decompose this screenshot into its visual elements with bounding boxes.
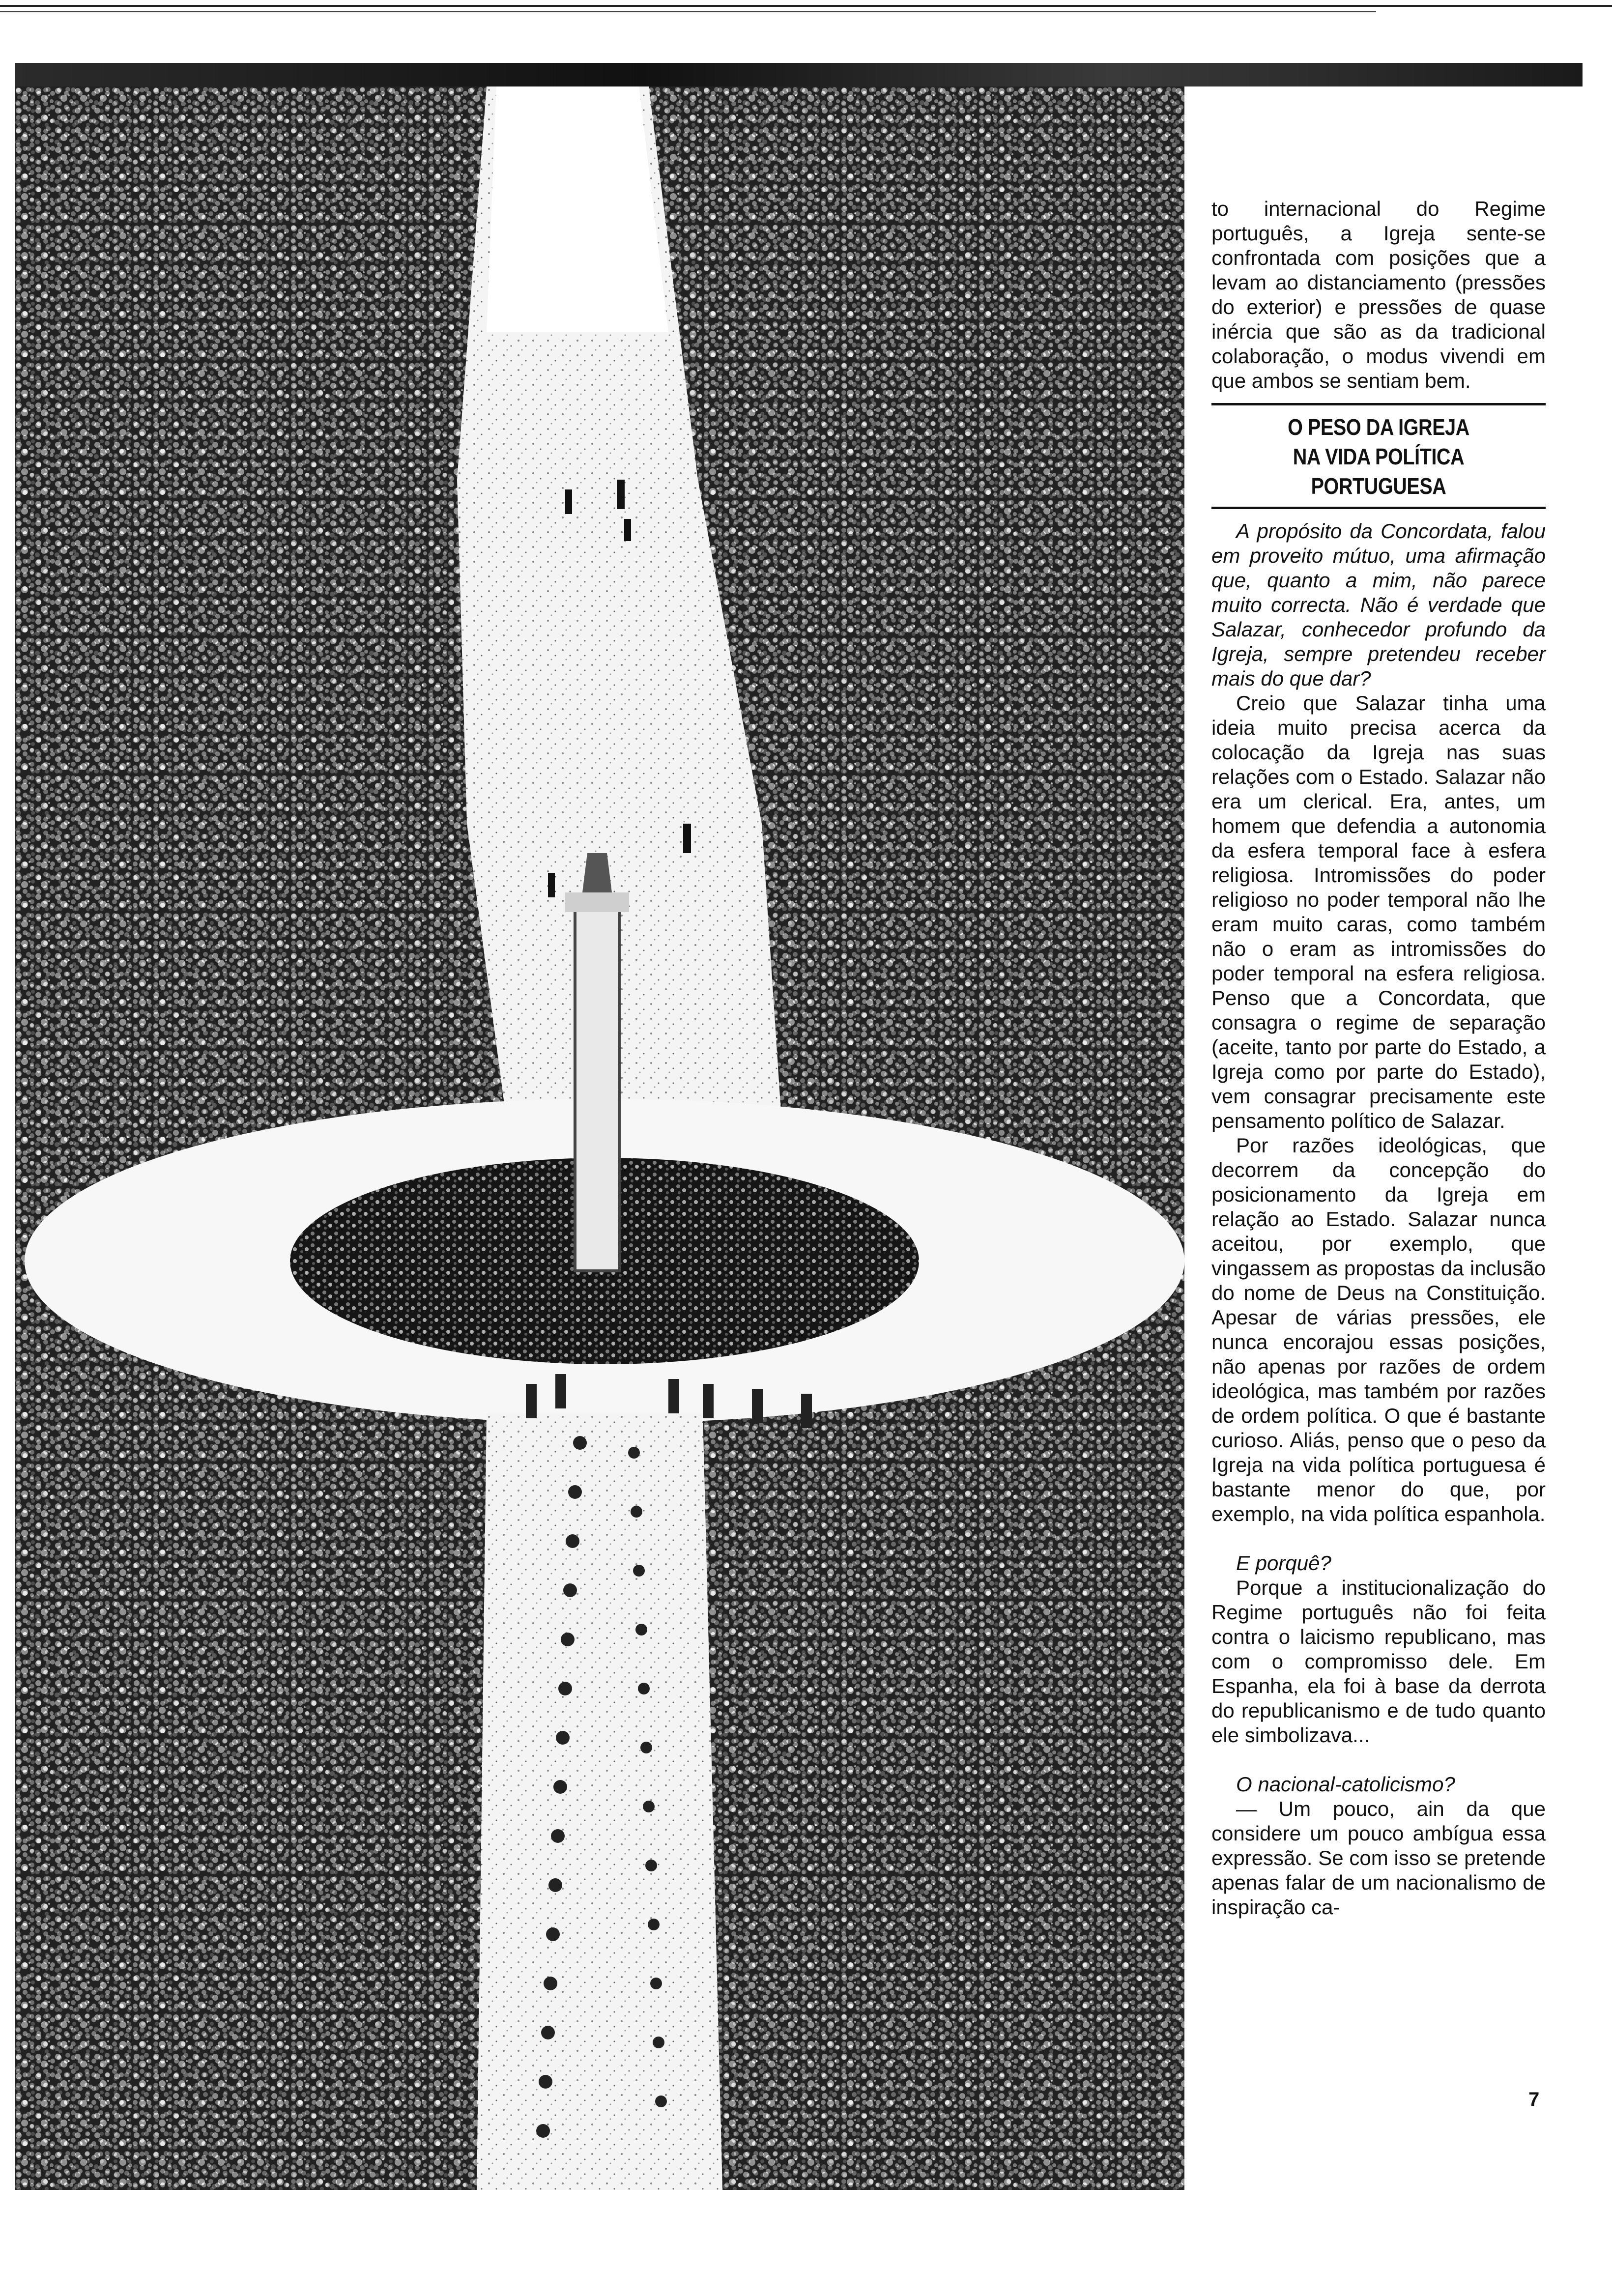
interview-question-2: E porquê? (1236, 1551, 1331, 1575)
article-intro: to internacional do Regime português, a Igreja sente-se confrontada com posições que a levam ao distanciamento (pressões do exterior) e pressões de quase inércia que são as da tradicional colaboração, o modus vivendi em que ambos se sentiam bem. (1211, 197, 1546, 392)
lower-avenue (477, 1413, 722, 2190)
interview-answer-1a: Creio que Salazar tinha uma ideia muito precisa acerca da colocação da Igreja nas suas relações com o Estado. Salazar não era um clerical. Era, antes, um homem que defendia a autonomia da esfera temporal face à esfera religiosa. Intromissões do poder religioso no poder temporal não lhe eram muito caras, como também não o eram as intromissões do poder temporal na esfera religiosa. Penso que a Concordata, que consagra o regime de separação (aceite, tanto por parte do Estado, a Igreja como por parte do Estado), vem consagrar precisamente este pensamento político de Salazar. (1211, 691, 1546, 1132)
interview-answer-3: — Um pouco, ain da que considere um pouco ambígua essa expressão. Se com isso se pretende apenas falar de um nacionalismo de inspiração ca- (1211, 1797, 1546, 1919)
photo-top-strip (15, 63, 1583, 86)
page-number: 7 (1528, 2089, 1540, 2110)
interview-question-1: A propósito da Concordata, falou em proveito mútuo, uma afirmação que, quanto a mim, não parece muito correcta. Não é verdade que Salazar, conhecedor profundo da Igreja, sempre pretendeu receber mais do que dar? (1211, 519, 1546, 690)
top-scan-rule-secondary (0, 11, 1376, 12)
article-column (1211, 197, 1546, 1920)
interview-answer-1b: Por razões ideológicas, que decorrem da concepção do posicionamento da Igreja em relação ao Estado. Salazar nunca aceitou, por exemplo, que vingassem as propostas da inclusão do nome de Deus na Constituição. Apesar de várias pressões, ele nunca encorajou essas posições, não apenas por razões de ordem ideológica, mas também por razões de ordem política. O que é bastante curioso. Aliás, penso que o peso da Igreja na vida política portuguesa é bastante menor do que, por exemplo, na vida política espanhola. (1211, 1134, 1546, 1525)
monument-column (575, 897, 619, 1271)
section-heading-line-1: O PESO DA IGREJA (1288, 414, 1469, 440)
crowd-photograph-image (15, 86, 1184, 2190)
crowd-photograph (15, 86, 1184, 2190)
top-scan-rule (0, 5, 1612, 7)
interview-question-3: O nacional-catolicismo? (1236, 1773, 1455, 1796)
section-heading (1211, 403, 1546, 509)
section-heading-line-2: NA VIDA POLÍTICA PORTUGUESA (1293, 444, 1465, 499)
interview-answer-2: Porque a institucionalização do Regime português não foi feita contra o laicismo republicano, mas com o compromisso dele. Em Espanha, ela foi à base da derrota do republicanismo e de tudo quanto ele simbolizava... (1211, 1576, 1546, 1747)
